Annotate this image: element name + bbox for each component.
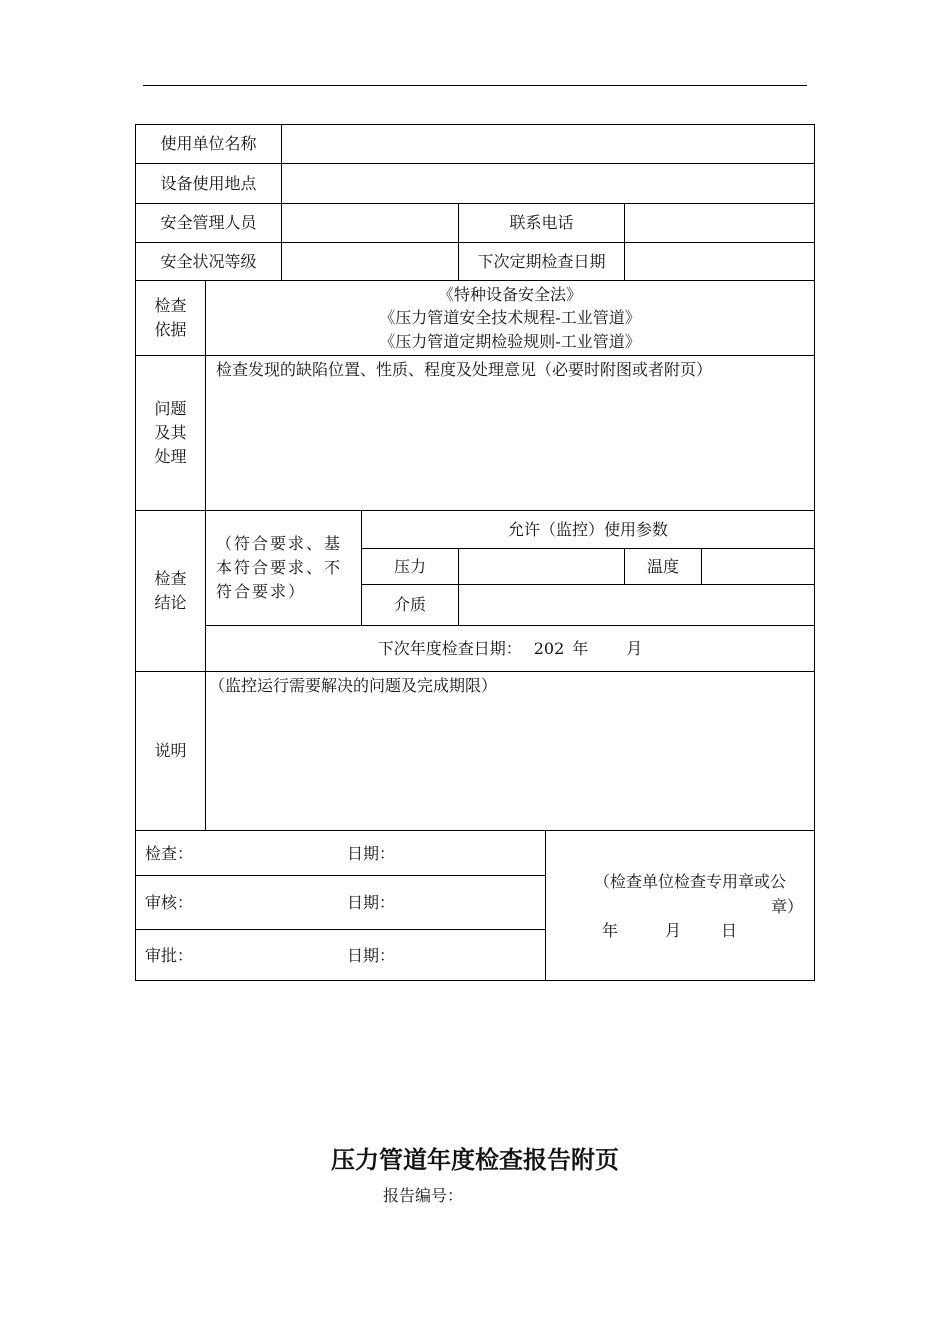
review-row[interactable] — [135, 875, 546, 930]
approve-row[interactable] — [135, 929, 546, 981]
user-unit-label-cell — [135, 124, 282, 164]
problem-label-line-3: 处理 — [154, 447, 187, 466]
note-hint: （监控运行需要解决的问题及完成期限） — [209, 676, 498, 695]
basis-label-line-2: 依据 — [154, 320, 187, 339]
medium-field[interactable] — [458, 584, 815, 626]
medium-label-cell — [361, 584, 459, 626]
safety-manager-field[interactable] — [281, 203, 459, 243]
review-date-label: 日期： — [347, 893, 396, 912]
seal-year-unit: 年 — [602, 921, 619, 940]
next-annual-cell[interactable] — [205, 625, 815, 672]
problem-field[interactable] — [205, 355, 815, 511]
problem-label-cell — [135, 355, 206, 511]
report-number-label: 报告编号： — [383, 1186, 464, 1205]
seal-text-line-2: 章） — [771, 897, 804, 916]
conclusion-label-cell — [135, 510, 206, 672]
page-title: 压力管道年度检查报告附页 — [331, 1146, 619, 1174]
phone-field[interactable] — [624, 203, 815, 243]
safety-level-field[interactable] — [281, 242, 459, 281]
user-unit-label: 使用单位名称 — [160, 134, 257, 153]
phone-label: 联系电话 — [509, 213, 574, 232]
check-row[interactable] — [135, 830, 546, 876]
phone-label-cell — [458, 203, 625, 243]
month-unit: 月 — [626, 638, 643, 658]
temperature-field[interactable] — [701, 548, 815, 585]
approve-date-label: 日期： — [347, 946, 396, 965]
problem-label-line-1: 问题 — [154, 399, 187, 418]
seal-month-unit: 月 — [665, 921, 682, 940]
basis-label-line-1: 检查 — [154, 296, 187, 315]
conclusion-options-line-3: 符合要求） — [216, 582, 307, 601]
year-unit: 年 — [572, 638, 589, 658]
location-label-cell — [135, 163, 282, 204]
safety-level-label: 安全状况等级 — [160, 251, 257, 271]
temperature-label: 温度 — [646, 556, 679, 576]
basis-content-cell — [205, 280, 815, 356]
basis-line-1: 《特种设备安全法》 — [437, 285, 582, 305]
next-annual-year: 202 — [533, 638, 565, 658]
problem-hint: 检查发现的缺陷位置、性质、程度及处理意见（必要时附图或者附页） — [216, 360, 713, 379]
next-periodic-label-cell — [458, 242, 625, 281]
conclusion-label-line-1: 检查 — [154, 569, 187, 588]
safety-level-label-cell — [135, 242, 282, 281]
pressure-field[interactable] — [458, 548, 625, 585]
seal-day-unit: 日 — [721, 921, 738, 940]
check-label: 检查： — [145, 844, 194, 863]
conclusion-label-line-2: 结论 — [154, 593, 187, 612]
problem-label-line-2: 及其 — [154, 423, 187, 442]
conclusion-options-cell[interactable] — [205, 510, 362, 626]
conclusion-options-line-1: （符合要求、基 — [216, 534, 343, 553]
pressure-label: 压力 — [393, 556, 426, 576]
medium-label: 介质 — [393, 595, 426, 614]
temperature-label-cell — [624, 548, 702, 585]
review-label: 审核： — [145, 893, 194, 912]
safety-manager-label-cell — [135, 203, 282, 243]
location-label: 设备使用地点 — [160, 173, 257, 193]
basis-line-3: 《压力管道定期检验规则-工业管道》 — [379, 331, 641, 351]
next-periodic-label: 下次定期检查日期 — [477, 251, 606, 271]
allowed-params-label: 允许（监控）使用参数 — [507, 519, 668, 539]
check-date-label: 日期： — [347, 844, 396, 863]
next-annual-label: 下次年度检查日期： — [377, 638, 522, 658]
location-field[interactable] — [281, 163, 815, 204]
note-label: 说明 — [154, 741, 187, 760]
note-label-cell — [135, 671, 206, 831]
seal-text-line-1: （检查单位检查专用章或公 — [594, 872, 787, 891]
approve-label: 审批： — [145, 946, 194, 965]
basis-line-2: 《压力管道安全技术规程-工业管道》 — [379, 308, 641, 328]
header-rule — [143, 85, 807, 86]
pressure-label-cell — [361, 548, 459, 585]
note-field[interactable] — [205, 671, 815, 831]
next-periodic-field[interactable] — [624, 242, 815, 281]
user-unit-field[interactable] — [281, 124, 815, 164]
basis-label-cell — [135, 280, 206, 356]
allowed-params-cell — [361, 510, 815, 549]
safety-manager-label: 安全管理人员 — [160, 213, 257, 232]
conclusion-options-line-2: 本符合要求、不 — [216, 558, 343, 577]
